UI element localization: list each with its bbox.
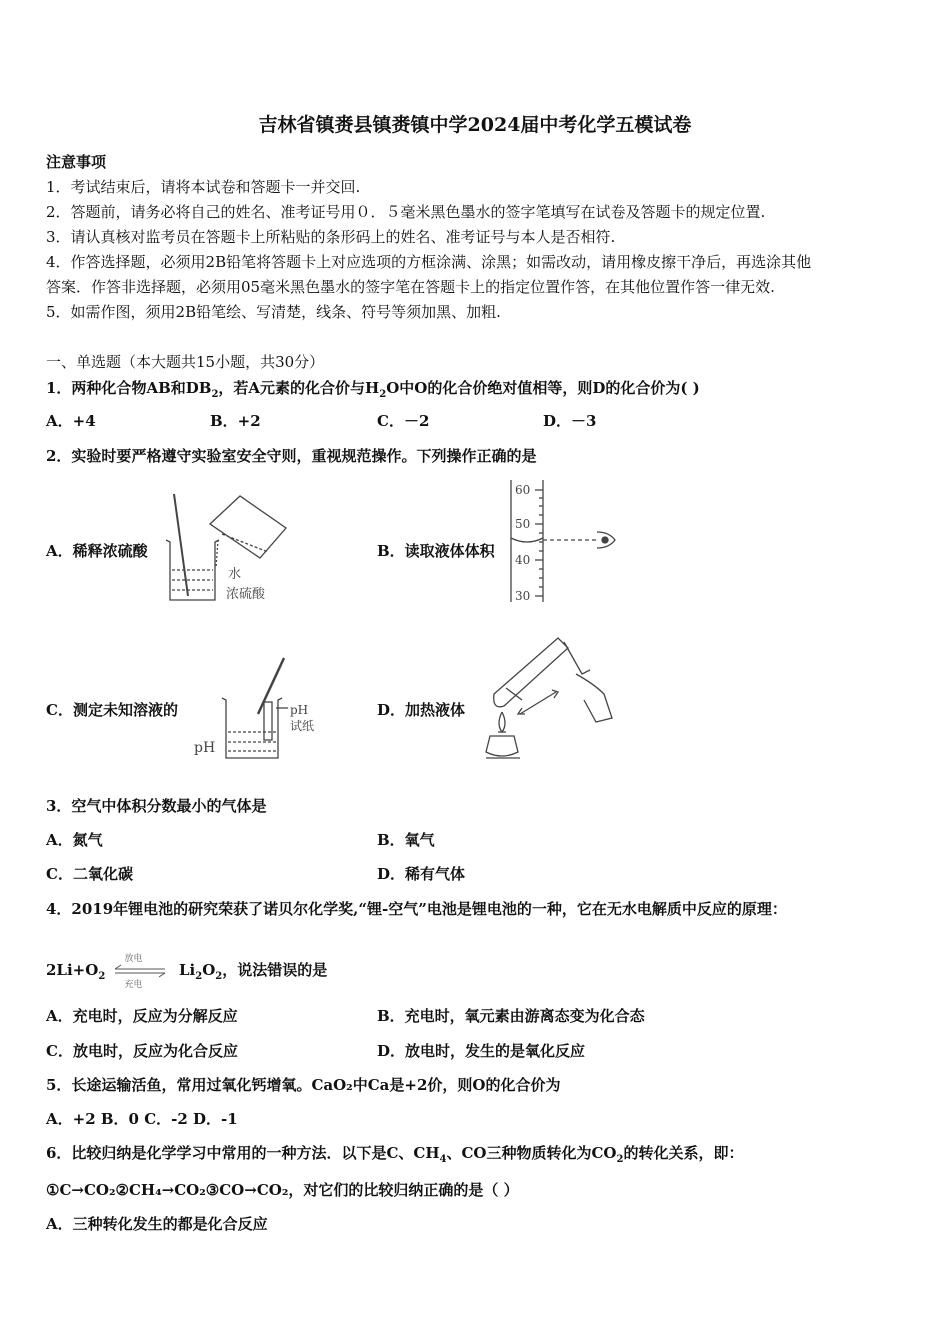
- label-water: 水: [228, 567, 242, 582]
- equilibrium-arrow: [111, 954, 169, 990]
- section-heading: 一、单选题（本大题共15小题，共30分）: [46, 353, 325, 371]
- q2-option-a: A．稀释浓硫酸: [46, 542, 148, 560]
- notice-heading: 注意事项: [46, 153, 107, 171]
- q6-option-a: A．三种转化发生的都是化合反应: [46, 1215, 268, 1233]
- q6-stem: 6．比较归纳是化学学习中常用的一种方法．以下是C、$CH_4$、CO三种物质转化为$CO_2$的转化关系，即：: [46, 1144, 744, 1165]
- q5-stem: 5．长途运输活鱼，常用过氧化钙增氧。CaO₂中Ca是+2价，则O的化合价为: [46, 1076, 561, 1094]
- figure-dilute-acid: [160, 492, 290, 607]
- q3-option-c: C．二氧化碳: [46, 865, 133, 883]
- q2-option-b: B．读取液体体积: [377, 542, 495, 560]
- notice-item-5: 5．如需作图，须用2B铅笔绘、写清楚，线条、符号等须加黑、加粗.: [46, 303, 501, 321]
- figure-heat-liquid: [484, 634, 616, 760]
- q3-option-a: A．氮气: [46, 831, 103, 849]
- figure-read-volume: [505, 478, 625, 606]
- q2-stem: 2．实验时要严格遵守实验室安全守则，重视规范操作。下列操作正确的是: [46, 447, 537, 465]
- q3-option-b: B．氧气: [377, 831, 435, 849]
- q1-option-c: C．－2: [377, 412, 430, 430]
- q3-option-d: D．稀有气体: [377, 865, 466, 883]
- notice-item-4: 4．作答选择题，必须用2B铅笔将答题卡上对应选项的方框涂满、涂黑；如需改动，请用橡皮擦干净后，再选涂其他: [46, 253, 812, 271]
- tick-50: 50: [515, 517, 531, 531]
- tick-30: 30: [515, 589, 531, 603]
- notice-item-2: 2．答题前，请务必将自己的姓名、准考证号用０．５毫米黑色墨水的签字笔填写在试卷及答题卡的规定位置.: [46, 203, 766, 221]
- q6-conversions: ①C→CO₂②CH₄→CO₂③CO→CO₂，对它们的比较归纳正确的是（ ）: [46, 1181, 519, 1199]
- q4-option-a: A．充电时，反应为分解反应: [46, 1007, 238, 1025]
- q2-option-c: C．测定未知溶液的: [46, 701, 178, 719]
- q1-stem: 1．两种化合物AB和$DB_2$，若A元素的化合价与$H_2O$中O的化合价绝对值相等，则D的化合价为( ): [46, 379, 700, 400]
- label-conc-acid: 浓硫酸: [226, 587, 266, 602]
- tick-40: 40: [515, 553, 531, 567]
- figure-ph-test: [192, 654, 332, 760]
- notice-item-4-cont: 答案．作答非选择题，必须用05毫米黑色墨水的签字笔在答题卡上的指定位置作答，在其他位置作答一律无效.: [46, 278, 775, 296]
- arrow-label-discharge: 放电: [124, 954, 143, 964]
- label-ph-paper-1: pH: [290, 703, 309, 717]
- q4-option-b: B．充电时，氧元素由游离态变为化合态: [377, 1007, 645, 1025]
- arrow-label-charge: 充电: [124, 980, 143, 990]
- q1-option-a: A．+4: [46, 412, 96, 430]
- q1-option-d: D．－3: [543, 412, 597, 430]
- label-ph: pH: [194, 740, 216, 756]
- q4-equation: $2Li+O_2$ 放电 充电 $Li_2O_2$，说法错误的是: [46, 960, 327, 981]
- notice-item-1: 1．考试结束后，请将本试卷和答题卡一并交回.: [46, 178, 361, 196]
- q4-option-c: C．放电时，反应为化合反应: [46, 1042, 238, 1060]
- page-title: 吉林省镇赉县镇赉镇中学2024届中考化学五模试卷: [258, 114, 692, 136]
- q5-options: A．+2 B．0 C．-2 D．-1: [46, 1110, 238, 1128]
- tick-60: 60: [515, 483, 531, 497]
- label-ph-paper-2: 试纸: [290, 719, 315, 733]
- q3-stem: 3．空气中体积分数最小的气体是: [46, 797, 267, 815]
- q4-option-d: D．放电时，发生的是氧化反应: [377, 1042, 586, 1060]
- notice-item-3: 3．请认真核对监考员在答题卡上所粘贴的条形码上的姓名、准考证号与本人是否相符.: [46, 228, 616, 246]
- q1-option-b: B．+2: [210, 412, 261, 430]
- q2-option-d: D．加热液体: [377, 701, 466, 719]
- q4-stem: 4．2019年锂电池的研究荣获了诺贝尔化学奖,“锂-空气”电池是锂电池的一种，它在无水电解质中反应的原理：: [46, 900, 787, 918]
